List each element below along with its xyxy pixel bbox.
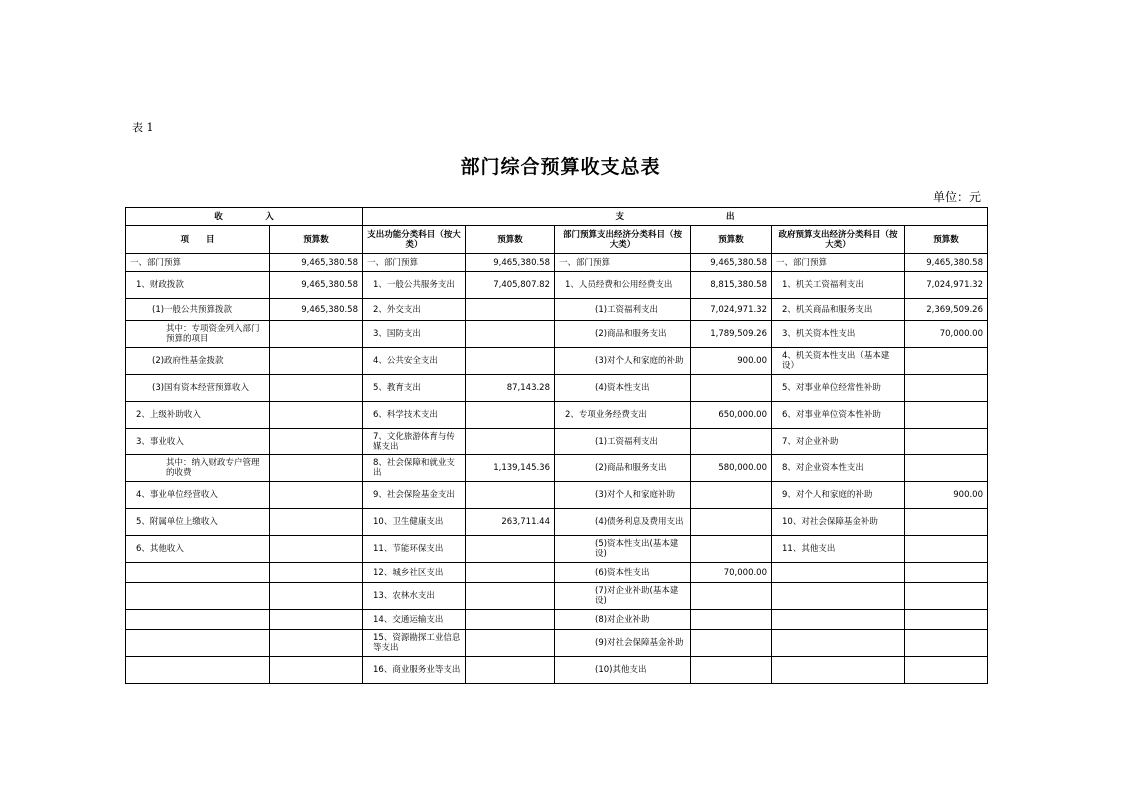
income-amount-cell [270,402,363,429]
dept-econ-amount-cell [691,429,772,455]
header-row-top [126,208,988,226]
gov-econ-item-cell [772,630,905,657]
gov-econ-amount-cell: 2,369,509.26 [905,299,988,321]
gov-econ-item-cell: 3、机关资本性支出 [772,321,905,348]
gov-econ-item-cell [772,657,905,684]
col-header-amount: 预算数 [691,226,772,254]
dept-econ-item-cell: (5)资本性支出(基本建设) [555,536,691,563]
gov-econ-amount-cell [905,657,988,684]
func-amount-cell: 87,143.28 [466,375,555,402]
func-item-cell: 1、一般公共服务支出 [363,272,466,299]
func-item-cell: 一、部门预算 [363,254,466,272]
gov-econ-amount-cell [905,563,988,583]
income-item-cell: (3)国有资本经营预算收入 [126,375,270,402]
income-item-cell [126,610,270,630]
func-amount-cell [466,610,555,630]
gov-econ-amount-cell [905,583,988,610]
func-amount-cell [466,299,555,321]
dept-econ-amount-cell: 9,465,380.58 [691,254,772,272]
dept-econ-amount-cell [691,482,772,509]
header-row-columns [126,226,988,254]
col-header-dept-econ: 部门预算支出经济分类科目（按大类） [555,226,691,254]
func-amount-cell [466,402,555,429]
gov-econ-item-cell: 10、对社会保障基金补助 [772,509,905,536]
dept-econ-amount-cell: 900.00 [691,348,772,375]
income-item-cell: 6、其他收入 [126,536,270,563]
table-row [126,299,988,321]
func-amount-cell [466,563,555,583]
expense-header: 支 出 [363,208,988,226]
table-row [126,375,988,402]
gov-econ-item-cell: 8、对企业资本性支出 [772,455,905,482]
table-row [126,455,988,482]
func-amount-cell [466,482,555,509]
income-amount-cell: 9,465,380.58 [270,272,363,299]
gov-econ-amount-cell [905,402,988,429]
dept-econ-item-cell: (10)其他支出 [555,657,691,684]
table-body [126,208,988,684]
income-amount-cell [270,583,363,610]
dept-econ-item-cell: (4)资本性支出 [555,375,691,402]
dept-econ-item-cell: 一、部门预算 [555,254,691,272]
table-row [126,348,988,375]
func-amount-cell: 9,465,380.58 [466,254,555,272]
table-row [126,429,988,455]
func-item-cell: 11、节能环保支出 [363,536,466,563]
func-amount-cell: 1,139,145.36 [466,455,555,482]
func-item-cell: 7、文化旅游体育与传媒支出 [363,429,466,455]
func-item-cell: 15、资源勘探工业信息等支出 [363,630,466,657]
dept-econ-item-cell: (3)对个人和家庭的补助 [555,348,691,375]
gov-econ-amount-cell: 70,000.00 [905,321,988,348]
gov-econ-amount-cell [905,630,988,657]
gov-econ-amount-cell: 7,024,971.32 [905,272,988,299]
dept-econ-item-cell: (7)对企业补助(基本建设) [555,583,691,610]
func-item-cell: 10、卫生健康支出 [363,509,466,536]
income-amount-cell [270,563,363,583]
gov-econ-item-cell: 7、对企业补助 [772,429,905,455]
table-row [126,482,988,509]
income-item-cell: 5、附属单位上缴收入 [126,509,270,536]
gov-econ-item-cell: 一、部门预算 [772,254,905,272]
func-item-cell: 9、社会保险基金支出 [363,482,466,509]
func-amount-cell: 263,711.44 [466,509,555,536]
income-amount-cell: 9,465,380.58 [270,254,363,272]
func-item-cell: 14、交通运输支出 [363,610,466,630]
dept-econ-amount-cell [691,630,772,657]
col-header-item: 项 目 [126,226,270,254]
unit-label: 单位：元 [933,190,982,204]
func-item-cell: 12、城乡社区支出 [363,563,466,583]
dept-econ-amount-cell [691,657,772,684]
income-item-cell: 3、事业收入 [126,429,270,455]
dept-econ-item-cell: (3)对个人和家庭补助 [555,482,691,509]
func-item-cell: 16、商业服务业等支出 [363,657,466,684]
income-amount-cell [270,429,363,455]
income-amount-cell [270,482,363,509]
income-amount-cell [270,536,363,563]
col-header-amount: 预算数 [270,226,363,254]
table-row [126,272,988,299]
table-row [126,321,988,348]
func-item-cell: 2、外交支出 [363,299,466,321]
income-header: 收 入 [126,208,363,226]
gov-econ-item-cell [772,563,905,583]
table-row [126,509,988,536]
dept-econ-amount-cell [691,610,772,630]
dept-econ-amount-cell: 580,000.00 [691,455,772,482]
income-amount-cell [270,455,363,482]
gov-econ-amount-cell: 9,465,380.58 [905,254,988,272]
gov-econ-item-cell: 9、对个人和家庭的补助 [772,482,905,509]
dept-econ-item-cell: (2)商品和服务支出 [555,455,691,482]
func-amount-cell [466,429,555,455]
table-row [126,536,988,563]
func-item-cell: 13、农林水支出 [363,583,466,610]
income-item-cell: 1、财政拨款 [126,272,270,299]
income-item-cell [126,563,270,583]
func-item-cell: 8、社会保障和就业支出 [363,455,466,482]
dept-econ-item-cell: 1、人员经费和公用经费支出 [555,272,691,299]
gov-econ-item-cell: 5、对事业单位经常性补助 [772,375,905,402]
income-item-cell [126,583,270,610]
income-amount-cell [270,610,363,630]
gov-econ-item-cell: 2、机关商品和服务支出 [772,299,905,321]
gov-econ-item-cell: 4、机关资本性支出（基本建设） [772,348,905,375]
dept-econ-amount-cell: 1,789,509.26 [691,321,772,348]
income-item-cell: 其中：专项资金列入部门预算的项目 [126,321,270,348]
gov-econ-item-cell: 6、对事业单位资本性补助 [772,402,905,429]
gov-econ-amount-cell [905,536,988,563]
gov-econ-item-cell: 1、机关工资福利支出 [772,272,905,299]
dept-econ-amount-cell: 7,024,971.32 [691,299,772,321]
col-header-func: 支出功能分类科目（按大类） [363,226,466,254]
dept-econ-amount-cell: 70,000.00 [691,563,772,583]
table-row [126,254,988,272]
dept-econ-item-cell: 2、专项业务经费支出 [555,402,691,429]
budget-summary-table [125,207,988,684]
dept-econ-item-cell: (8)对企业补助 [555,610,691,630]
income-amount-cell [270,348,363,375]
gov-econ-amount-cell [905,509,988,536]
dept-econ-amount-cell: 8,815,380.58 [691,272,772,299]
gov-econ-item-cell [772,583,905,610]
income-item-cell [126,657,270,684]
dept-econ-amount-cell: 650,000.00 [691,402,772,429]
col-header-amount: 预算数 [466,226,555,254]
table-row [126,583,988,610]
table-row [126,630,988,657]
func-amount-cell [466,536,555,563]
dept-econ-item-cell: (6)资本性支出 [555,563,691,583]
dept-econ-amount-cell [691,583,772,610]
income-amount-cell [270,657,363,684]
func-amount-cell [466,630,555,657]
gov-econ-amount-cell [905,348,988,375]
dept-econ-amount-cell [691,375,772,402]
dept-econ-item-cell: (4)债务利息及费用支出 [555,509,691,536]
gov-econ-item-cell: 11、其他支出 [772,536,905,563]
func-amount-cell [466,348,555,375]
gov-econ-amount-cell [905,375,988,402]
income-item-cell: 一、部门预算 [126,254,270,272]
document-title: 部门综合预算收支总表 [460,156,661,178]
func-amount-cell [466,321,555,348]
func-amount-cell [466,657,555,684]
gov-econ-item-cell [772,610,905,630]
func-item-cell: 4、公共安全支出 [363,348,466,375]
income-item-cell: (2)政府性基金拨款 [126,348,270,375]
table-row [126,610,988,630]
income-amount-cell [270,375,363,402]
income-amount-cell [270,509,363,536]
col-header-gov-econ: 政府预算支出经济分类科目（按大类） [772,226,905,254]
gov-econ-amount-cell [905,455,988,482]
gov-econ-amount-cell [905,610,988,630]
gov-econ-amount-cell [905,429,988,455]
dept-econ-item-cell: (1)工资福利支出 [555,299,691,321]
func-item-cell: 3、国防支出 [363,321,466,348]
income-amount-cell [270,321,363,348]
func-item-cell: 5、教育支出 [363,375,466,402]
income-item-cell: 其中：纳入财政专户管理的收费 [126,455,270,482]
income-item-cell: (1)一般公共预算拨款 [126,299,270,321]
table-label: 表 1 [132,121,154,134]
table-row [126,657,988,684]
income-amount-cell [270,630,363,657]
func-item-cell: 6、科学技术支出 [363,402,466,429]
dept-econ-item-cell: (2)商品和服务支出 [555,321,691,348]
func-amount-cell: 7,405,807.82 [466,272,555,299]
dept-econ-amount-cell [691,509,772,536]
table-row [126,563,988,583]
income-item-cell: 4、事业单位经营收入 [126,482,270,509]
income-amount-cell: 9,465,380.58 [270,299,363,321]
income-item-cell [126,630,270,657]
dept-econ-amount-cell [691,536,772,563]
gov-econ-amount-cell: 900.00 [905,482,988,509]
income-item-cell: 2、上级补助收入 [126,402,270,429]
dept-econ-item-cell: (9)对社会保障基金补助 [555,630,691,657]
dept-econ-item-cell: (1)工资福利支出 [555,429,691,455]
table-row [126,402,988,429]
func-amount-cell [466,583,555,610]
col-header-amount: 预算数 [905,226,988,254]
